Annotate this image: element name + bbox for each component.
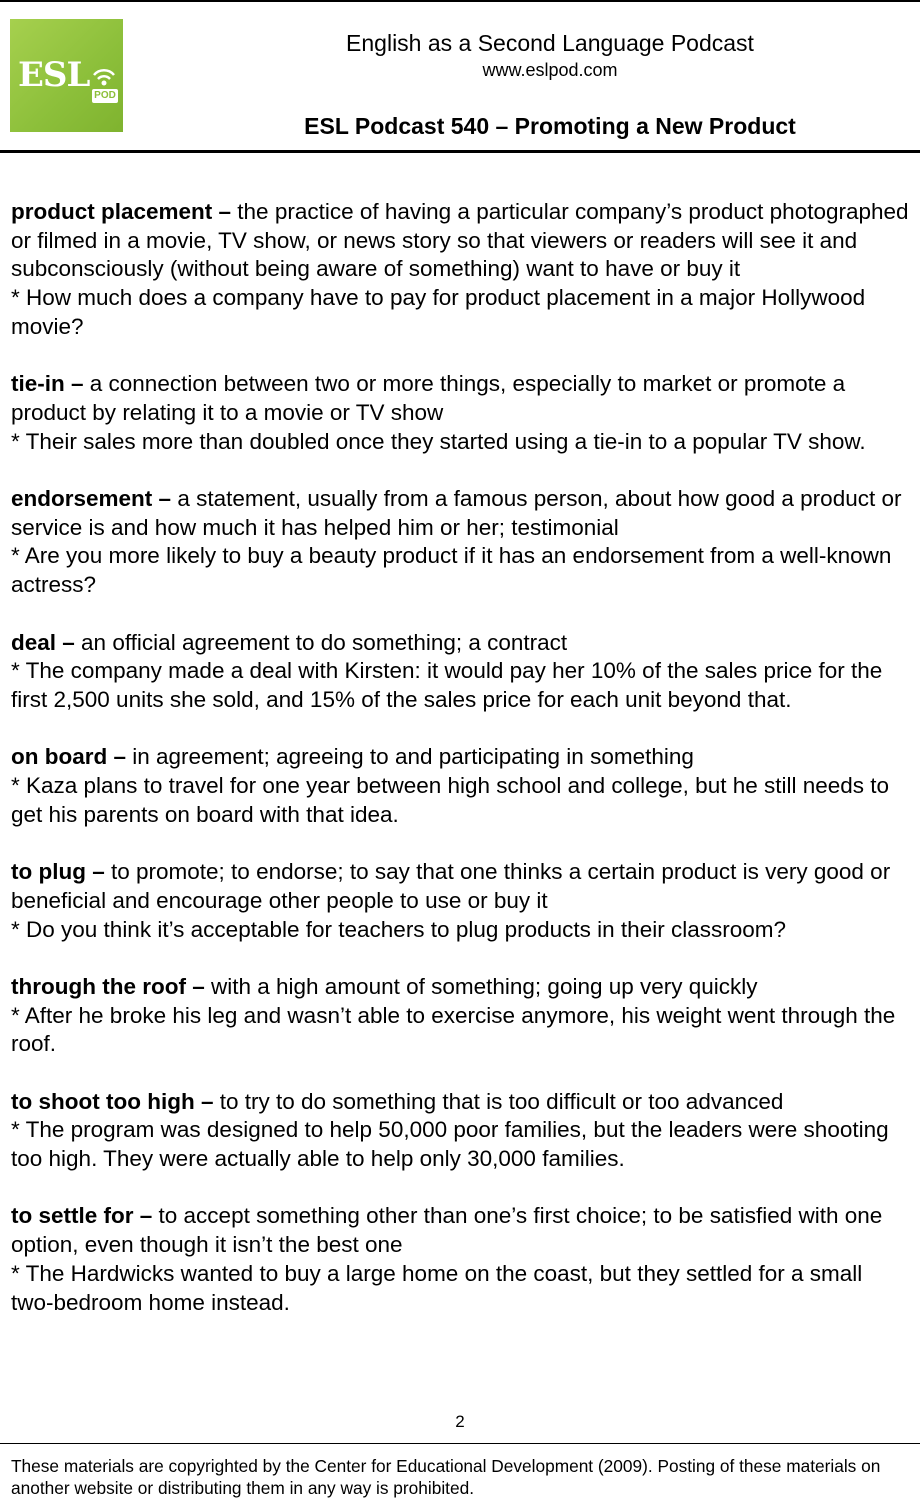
copyright-notice: These materials are copyrighted by the Center for Educational Development (2009). Posting of these materials on another website or distributing them in any way is prohibited.	[11, 1456, 881, 1498]
glossary-entry	[11, 743, 911, 829]
glossary-entry	[11, 629, 911, 715]
glossary-entry	[11, 973, 911, 1059]
glossary-entry	[11, 858, 911, 944]
entry-example: * The Hardwicks wanted to buy a large home on the coast, but they settled for a small two-bedroom home instead.	[11, 1260, 863, 1315]
entry-definition: to promote; to endorse; to say that one thinks a certain product is very good or beneficial and encourage other people to use or buy it	[11, 859, 891, 913]
entry-example: * After he broke his leg and wasn’t able to exercise anymore, his weight went through the roof.	[11, 1002, 896, 1057]
entry-term: tie-in –	[11, 371, 90, 397]
glossary-entry	[11, 1088, 911, 1174]
entry-example: * The program was designed to help 50,000 poor families, but the leaders were shooting too high. They were actually able to help only 30,000 families.	[11, 1117, 889, 1172]
glossary-entry	[11, 198, 911, 342]
header-title: English as a Second Language Podcast	[346, 30, 754, 56]
entry-definition: with a high amount of something; going up very quickly	[210, 973, 758, 999]
logo-pod-label: POD	[92, 89, 118, 103]
entry-definition: to try to do something that is too difficult or too advanced	[219, 1088, 784, 1114]
entry-definition: in agreement; agreeing to and participating in something	[132, 744, 694, 770]
entry-term: endorsement –	[11, 486, 178, 511]
footer-rule	[0, 1443, 920, 1444]
entry-term: to shoot too high –	[11, 1088, 220, 1114]
header-url: www.eslpod.com	[482, 60, 618, 80]
entry-term: product placement –	[11, 199, 238, 224]
top-rule	[0, 0, 920, 2]
entry-definition: a statement, usually from a famous person, about how good a product or service is and how much it has helped him or her; testimonial	[11, 486, 902, 540]
podcast-waves-icon	[90, 63, 118, 89]
glossary-entry	[11, 370, 911, 456]
entry-term: to plug –	[11, 859, 111, 885]
episode-title: ESL Podcast 540 – Promoting a New Product	[304, 113, 796, 139]
glossary	[11, 198, 911, 1346]
entry-term: on board –	[11, 744, 133, 770]
entry-example: * How much does a company have to pay for product placement in a major Hollywood movie?	[11, 285, 866, 339]
entry-example: * Their sales more than doubled once they started using a tie-in to a popular TV show.	[11, 428, 866, 454]
page-number: 2	[455, 1412, 465, 1431]
entry-example: * Do you think it’s acceptable for teachers to plug products in their classroom?	[11, 916, 786, 942]
entry-term: to settle for –	[11, 1203, 159, 1229]
entry-term: through the roof –	[11, 973, 211, 999]
logo-text: ESL	[18, 55, 90, 95]
entry-definition: to accept something other than one’s first choice; to be satisfied with one option, even though it isn’t the best one	[11, 1203, 883, 1258]
entry-term: deal –	[11, 629, 82, 655]
entry-definition: a connection between two or more things, especially to market or promote a product by relating it to a movie or TV show	[11, 371, 846, 425]
entry-definition: the practice of having a particular company’s product photographed or filmed in a movie, TV show, or news story so that viewers or readers will see it and subconsciously (without being aware of something) want to have or buy it	[11, 199, 909, 282]
entry-example: * Kaza plans to travel for one year between high school and college, but he still needs to get his parents on board with that idea.	[11, 773, 890, 827]
entry-example: * Are you more likely to buy a beauty product if it has an endorsement from a well-known actress?	[11, 543, 892, 598]
header-rule	[0, 150, 920, 153]
entry-definition: an official agreement to do something; a contract	[81, 629, 568, 655]
entry-example: * The company made a deal with Kirsten: it would pay her 10% of the sales price for the first 2,500 units she sold, and 15% of the sales price for each unit beyond that.	[11, 658, 883, 712]
eslpod-logo	[10, 19, 123, 132]
glossary-entry	[11, 485, 911, 600]
glossary-entry	[11, 1202, 911, 1317]
